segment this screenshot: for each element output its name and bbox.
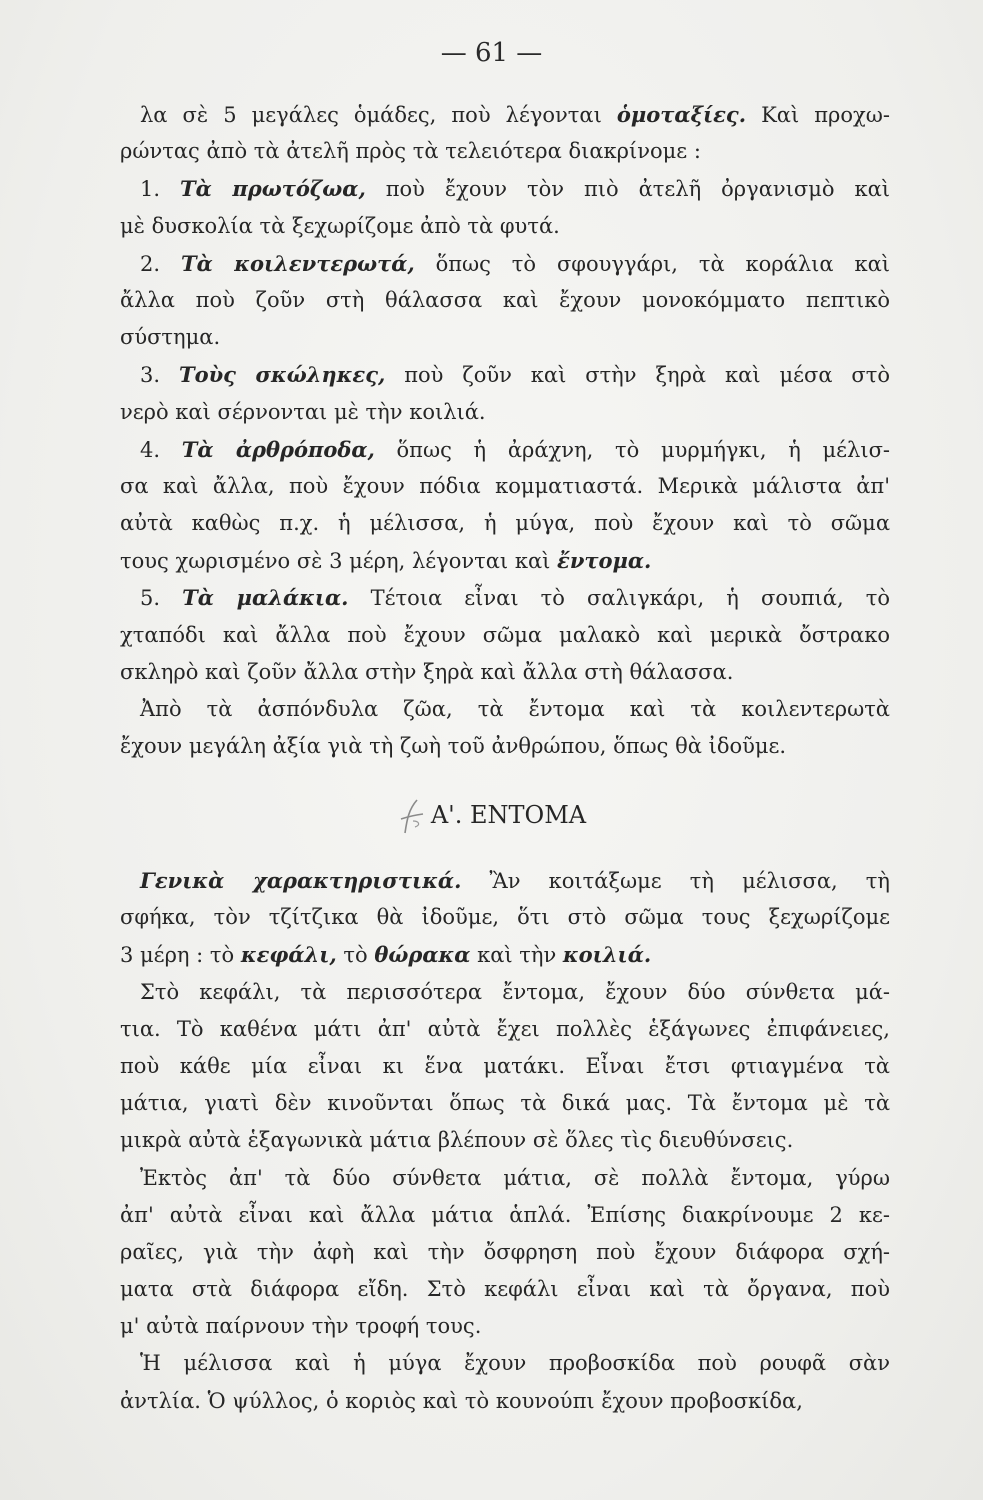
text-run: Καὶ προχω-	[746, 103, 890, 127]
text-line	[120, 691, 890, 728]
text-run: ἀπ' αὐτὰ εἶναι καὶ ἄλλα μάτια ἁπλά. Ἐπίσης διακρίνουμε 2 κε-	[120, 1202, 890, 1227]
text-run: τια. Τὸ καθένα μάτι ἀπ' αὐτὰ ἔχει πολλὲς ἑξάγωνες ἐπιφάνειες,	[120, 1016, 890, 1041]
text-run: σφήκα, τὸν τζίτζικα θὰ ἰδοῦμε, ὅτι στὸ σῶμα τους ξεχωρίζομε	[120, 905, 890, 930]
text-line	[120, 96, 890, 133]
pencil-mark-icon	[397, 797, 427, 837]
text-line	[120, 1271, 890, 1308]
text-run: 1.	[140, 177, 180, 202]
text-line	[120, 1308, 890, 1345]
text-line	[120, 862, 890, 899]
text-line	[120, 245, 890, 282]
text-run: μ' αὐτὰ παίρνουν τὴν τροφή τους.	[120, 1314, 482, 1339]
text-line	[120, 505, 890, 542]
text-line	[120, 468, 890, 505]
text-line	[120, 899, 890, 936]
text-run: χταπόδι καὶ ἄλλα ποὺ ἔχουν σῶμα μαλακὸ καὶ μερικὰ ὄστρακο	[120, 622, 890, 647]
text-line	[120, 542, 890, 579]
text-run: ἄλλα ποὺ ζοῦν στὴ θάλασσα καὶ ἔχουν μονοκόμματο πεπτικὸ	[120, 287, 890, 312]
text-run: ματα στὰ διάφορα εἴδη. Στὸ κεφάλι εἶναι καὶ τὰ ὄργανα, ποὺ	[120, 1277, 890, 1302]
text-run: μικρὰ αὐτὰ ἑξαγωνικὰ μάτια βλέπουν σὲ ὅλες τὶς διευθύνσεις.	[120, 1128, 794, 1153]
text-run: ἔχουν μεγάλη ἀξία γιὰ τὴ ζωὴ τοῦ ἀνθρώπου, ὅπως θὰ ἰδοῦμε.	[120, 734, 787, 759]
section-heading-container	[0, 790, 983, 840]
text-run: σα καὶ ἄλλα, ποὺ ἔχουν πόδια κομματιαστά. Μερικὰ μάλιστα ἀπ'	[120, 473, 890, 498]
text-line	[120, 1345, 890, 1382]
page-number: — 61 —	[440, 38, 543, 68]
emphasis-term: θώρακα	[374, 942, 471, 968]
text-line	[120, 654, 890, 691]
text-run: ἀντλία. Ὁ ψύλλος, ὁ κοριὸς καὶ τὸ κουνούπι ἔχουν προβοσκίδα,	[120, 1388, 803, 1413]
text-run: ρώντας ἀπὸ τὰ ἀτελῆ πρὸς τὰ τελειότερα διακρίνομε :	[120, 139, 701, 164]
emphasis-term: Γενικὰ χαρακτηριστικά.	[140, 868, 462, 893]
text-line	[120, 617, 890, 654]
text-line	[120, 282, 890, 319]
text-line	[120, 319, 890, 356]
text-line	[120, 1048, 890, 1085]
text-run: ποὺ κάθε μία εἶναι κι ἕνα ματάκι. Εἶναι ἔτσι φτιαγμένα τὰ	[120, 1053, 890, 1078]
text-line	[120, 1160, 890, 1197]
text-run: λα σὲ 5 μεγάλες ὁμάδες, ποὺ λέγονται	[140, 103, 617, 127]
text-line	[120, 1085, 890, 1122]
text-line	[120, 133, 890, 170]
text-line	[120, 170, 890, 207]
emphasis-term: Τοὺς σκώληκες,	[178, 362, 386, 388]
emphasis-term: κοιλιά.	[562, 942, 652, 968]
text-block-bottom	[120, 862, 890, 1420]
text-run: 3.	[140, 363, 179, 388]
emphasis-term: Τὰ μαλάκια.	[182, 585, 349, 611]
text-run: μὲ δυσκολία τὰ ξεχωρίζομε ἀπὸ τὰ φυτά.	[120, 213, 560, 238]
text-run: μάτια, γιατὶ δὲν κινοῦνται ὅπως τὰ δικά μας. Τὰ ἔντομα μὲ τὰ	[120, 1091, 890, 1116]
text-run: ποὺ ἔχουν τὸν πιὸ ἀτελῆ ὀργανισμὸ καὶ	[365, 177, 890, 202]
text-line	[120, 1197, 890, 1234]
emphasis-term: Τὰ κοιλεντερωτά,	[180, 250, 415, 276]
text-run: τὸ	[336, 943, 375, 968]
text-line	[120, 356, 890, 393]
text-run: 4.	[140, 437, 182, 462]
text-line	[120, 1122, 890, 1159]
text-line	[120, 394, 890, 431]
text-line	[120, 1383, 890, 1420]
text-run: καὶ τὴν	[470, 943, 563, 968]
section-heading: Α'. ΕΝΤΟΜΑ	[430, 801, 587, 829]
text-run: 2.	[140, 251, 181, 276]
text-run: ὅπως ἡ ἀράχνη, τὸ μυρμήγκι, ἡ μέλισ-	[374, 437, 890, 462]
text-line	[120, 974, 890, 1011]
text-run: 5.	[140, 586, 183, 611]
text-run: νερὸ καὶ σέρνονται μὲ τὴν κοιλιά.	[120, 399, 486, 424]
text-line	[120, 579, 890, 616]
text-run: ὅπως τὸ σφουγγάρι, τὰ κοράλια καὶ	[414, 251, 890, 276]
text-run: αὐτὰ καθὼς π.χ. ἡ μέλισσα, ἡ μύγα, ποὺ ἔχουν καὶ τὸ σῶμα	[120, 511, 890, 536]
text-run: Ἡ μέλισσα καὶ ἡ μύγα ἔχουν προβοσκίδα ποὺ ρουφᾶ σὰν	[140, 1351, 890, 1376]
text-line	[120, 936, 890, 973]
text-run: σκληρὸ καὶ ζοῦν ἄλλα στὴν ξηρὰ καὶ ἄλλα στὴ θάλασσα.	[120, 659, 734, 684]
text-run: Στὸ κεφάλι, τὰ περισσότερα ἔντομα, ἔχουν δύο σύνθετα μά-	[140, 979, 890, 1004]
text-run: ραῖες, γιὰ τὴν ἀφὴ καὶ τὴν ὄσφρηση ποὺ ἔχουν διάφορα σχή-	[120, 1239, 890, 1264]
emphasis-term: Τὰ πρωτόζωα,	[180, 176, 366, 202]
text-run: ποὺ ζοῦν καὶ στὴν ξηρὰ καὶ μέσα στὸ	[385, 363, 891, 388]
text-run: Τέτοια εἶναι τὸ σαλιγκάρι, ἡ σουπιά, τὸ	[348, 586, 891, 611]
text-line	[120, 728, 890, 765]
emphasis-term: ἔντομα.	[557, 548, 652, 574]
text-line	[120, 1011, 890, 1048]
text-line	[120, 431, 890, 468]
emphasis-term: ὁμοταξίες.	[616, 102, 747, 127]
text-line	[120, 1234, 890, 1271]
text-line	[120, 208, 890, 245]
text-run: Ἀπὸ τὰ ἀσπόνδυλα ζῶα, τὰ ἔντομα καὶ τὰ κοιλεντερωτὰ	[140, 697, 890, 721]
text-run: Ἂν κοιτάξωμε τὴ μέλισσα, τὴ	[461, 869, 890, 893]
emphasis-term: κεφάλι,	[240, 942, 337, 968]
text-run: Ἐκτὸς ἀπ' τὰ δύο σύνθετα μάτια, σὲ πολλὰ ἔντομα, γύρω	[140, 1165, 890, 1190]
text-run: 3 μέρη : τὸ	[120, 943, 241, 968]
emphasis-term: Τὰ ἀρθρόποδα,	[181, 436, 375, 462]
text-block-top	[120, 96, 890, 765]
text-run: τους χωρισμένο σὲ 3 μέρη, λέγονται καὶ	[120, 549, 558, 574]
text-run: σύστημα.	[120, 325, 221, 350]
